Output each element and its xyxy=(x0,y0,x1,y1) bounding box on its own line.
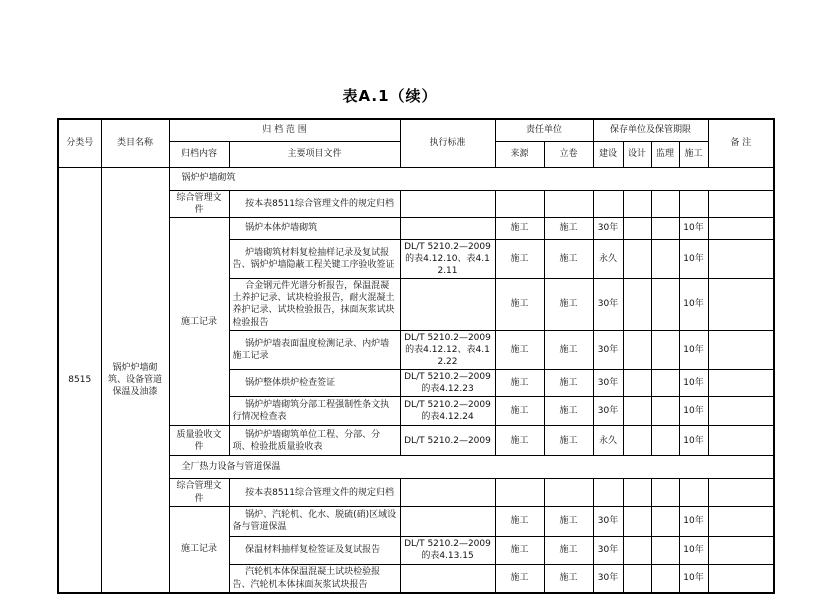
cell-supervise-keep xyxy=(651,370,679,397)
cell-build-keep: 30年 xyxy=(593,536,623,564)
cell-filing: 施工 xyxy=(544,397,593,426)
cell-build-keep xyxy=(593,190,623,217)
cell-main-file: 锅炉炉墙砌筑单位工程、分部、分项、检验批质量验收表 xyxy=(229,426,400,456)
cell-main-file: 锅炉本体炉墙砌筑 xyxy=(229,217,400,239)
cell-main-file: 锅炉整体烘炉检查签证 xyxy=(229,370,400,397)
cell-construct-keep: 10年 xyxy=(679,330,708,369)
cell-supervise-keep xyxy=(651,564,679,593)
cell-standard xyxy=(400,217,495,239)
cell-archive-content: 施工记录 xyxy=(169,506,229,593)
cell-source: 施工 xyxy=(495,397,544,426)
cell-filing: 施工 xyxy=(544,279,593,331)
cell-source: 施工 xyxy=(495,370,544,397)
cell-main-file: 合金钢元件光谱分析报告，保温混凝土养护记录、试块检验报告，耐火混凝土养护记录、试块检验报告，抹面灰浆试块检验报告 xyxy=(229,279,400,331)
cell-remark xyxy=(708,330,774,369)
col-header-category-name: 类目名称 xyxy=(101,119,169,167)
cell-design-keep xyxy=(623,564,651,593)
col-header-filing: 立卷 xyxy=(544,141,593,167)
cell-remark xyxy=(708,370,774,397)
cell-category-no: 8515 xyxy=(58,167,101,593)
cell-design-keep xyxy=(623,330,651,369)
header-row-1 xyxy=(58,119,774,141)
cell-supervise-keep xyxy=(651,217,679,239)
cell-remark xyxy=(708,397,774,426)
cell-filing: 施工 xyxy=(544,564,593,593)
cell-standard xyxy=(400,190,495,217)
col-header-supervise: 监理 xyxy=(651,141,679,167)
cell-filing xyxy=(544,479,593,506)
cell-filing: 施工 xyxy=(544,536,593,564)
cell-build-keep: 30年 xyxy=(593,397,623,426)
cell-design-keep xyxy=(623,397,651,426)
cell-construct-keep: 10年 xyxy=(679,426,708,456)
cell-build-keep xyxy=(593,479,623,506)
cell-main-file: 保温材料抽样复检签证及复试报告 xyxy=(229,536,400,564)
cell-archive-content: 综合管理文件 xyxy=(169,190,229,217)
cell-standard: DL/T 5210.2—2009的表4.12.23 xyxy=(400,370,495,397)
cell-design-keep xyxy=(623,239,651,278)
cell-design-keep xyxy=(623,279,651,331)
cell-design-keep xyxy=(623,190,651,217)
cell-filing xyxy=(544,190,593,217)
cell-build-keep: 30年 xyxy=(593,279,623,331)
cell-build-keep: 30年 xyxy=(593,506,623,536)
cell-build-keep: 30年 xyxy=(593,217,623,239)
cell-standard: DL/T 5210.2—2009的表4.13.15 xyxy=(400,536,495,564)
cell-filing: 施工 xyxy=(544,239,593,278)
col-header-build: 建设 xyxy=(593,141,623,167)
cell-design-keep xyxy=(623,506,651,536)
cell-standard xyxy=(400,279,495,331)
cell-filing: 施工 xyxy=(544,370,593,397)
col-header-retention: 保存单位及保管期限 xyxy=(593,119,708,141)
cell-construct-keep: 10年 xyxy=(679,397,708,426)
cell-construct-keep xyxy=(679,479,708,506)
col-header-construct: 施工 xyxy=(679,141,708,167)
col-header-responsible-unit: 责任单位 xyxy=(495,119,593,141)
cell-source xyxy=(495,190,544,217)
cell-build-keep: 永久 xyxy=(593,426,623,456)
cell-build-keep: 永久 xyxy=(593,239,623,278)
cell-remark xyxy=(708,479,774,506)
cell-source: 施工 xyxy=(495,506,544,536)
cell-supervise-keep xyxy=(651,397,679,426)
cell-build-keep: 30年 xyxy=(593,370,623,397)
cell-standard: DL/T 5210.2—2009的表4.12.12、表4.12.22 xyxy=(400,330,495,369)
cell-archive-content: 综合管理文件 xyxy=(169,479,229,506)
cell-source xyxy=(495,479,544,506)
cell-supervise-keep xyxy=(651,190,679,217)
cell-supervise-keep xyxy=(651,506,679,536)
cell-standard: DL/T 5210.2—2009的表4.12.10、表4.12.11 xyxy=(400,239,495,278)
cell-main-file: 按本表8511综合管理文件的规定归档 xyxy=(229,190,400,217)
cell-design-keep xyxy=(623,536,651,564)
cell-remark xyxy=(708,426,774,456)
cell-remark xyxy=(708,217,774,239)
cell-section-title: 锅炉炉墙砌筑 xyxy=(169,167,774,190)
cell-source: 施工 xyxy=(495,536,544,564)
cell-filing: 施工 xyxy=(544,506,593,536)
cell-source: 施工 xyxy=(495,279,544,331)
cell-standard xyxy=(400,564,495,593)
cell-construct-keep: 10年 xyxy=(679,506,708,536)
cell-supervise-keep xyxy=(651,426,679,456)
col-header-design: 设计 xyxy=(623,141,651,167)
cell-archive-content: 施工记录 xyxy=(169,217,229,426)
cell-design-keep xyxy=(623,479,651,506)
cell-main-file: 炉墙砌筑材料复检抽样记录及复试报告、锅炉炉墙隐蔽工程关键工序验收签证 xyxy=(229,239,400,278)
cell-standard: DL/T 5210.2—2009 xyxy=(400,426,495,456)
cell-build-keep: 30年 xyxy=(593,330,623,369)
cell-standard xyxy=(400,506,495,536)
cell-remark xyxy=(708,536,774,564)
cell-source: 施工 xyxy=(495,426,544,456)
archive-scope-table xyxy=(57,118,775,594)
cell-design-keep xyxy=(623,426,651,456)
cell-remark xyxy=(708,506,774,536)
col-header-main-files: 主要项目文件 xyxy=(229,141,400,167)
cell-main-file: 汽轮机本体保温混凝土试块检验报告、汽轮机本体抹面灰浆试块报告 xyxy=(229,564,400,593)
cell-standard xyxy=(400,479,495,506)
cell-supervise-keep xyxy=(651,330,679,369)
cell-construct-keep: 10年 xyxy=(679,370,708,397)
cell-main-file: 按本表8511综合管理文件的规定归档 xyxy=(229,479,400,506)
cell-source: 施工 xyxy=(495,217,544,239)
cell-construct-keep: 10年 xyxy=(679,564,708,593)
cell-supervise-keep xyxy=(651,536,679,564)
cell-construct-keep xyxy=(679,190,708,217)
cell-main-file: 锅炉炉墙砌筑分部工程强制性条文执行情况检查表 xyxy=(229,397,400,426)
cell-section-title: 全厂热力设备与管道保温 xyxy=(169,456,774,479)
cell-standard: DL/T 5210.2—2009的表4.12.24 xyxy=(400,397,495,426)
cell-construct-keep: 10年 xyxy=(679,217,708,239)
cell-remark xyxy=(708,564,774,593)
col-header-category-no: 分类号 xyxy=(58,119,101,167)
cell-source: 施工 xyxy=(495,330,544,369)
cell-archive-content: 质量验收文件 xyxy=(169,426,229,456)
col-header-source: 来源 xyxy=(495,141,544,167)
page-title: 表A.1（续） xyxy=(342,87,438,105)
cell-construct-keep: 10年 xyxy=(679,536,708,564)
col-header-standard: 执行标准 xyxy=(400,119,495,167)
cell-build-keep: 30年 xyxy=(593,564,623,593)
cell-category-name: 锅炉炉墙砌筑、设备管道保温及油漆 xyxy=(101,167,169,593)
cell-main-file: 锅炉、汽轮机、化水、脱硫(硝)区域设备与管道保温 xyxy=(229,506,400,536)
cell-remark xyxy=(708,239,774,278)
cell-source: 施工 xyxy=(495,564,544,593)
cell-filing: 施工 xyxy=(544,426,593,456)
cell-main-file: 锅炉炉墙表面温度检测记录、内炉墙施工记录 xyxy=(229,330,400,369)
cell-construct-keep: 10年 xyxy=(679,279,708,331)
cell-filing: 施工 xyxy=(544,330,593,369)
cell-supervise-keep xyxy=(651,239,679,278)
cell-remark xyxy=(708,279,774,331)
cell-design-keep xyxy=(623,217,651,239)
cell-design-keep xyxy=(623,370,651,397)
col-header-archive-scope: 归 档 范 围 xyxy=(169,119,400,141)
cell-supervise-keep xyxy=(651,279,679,331)
cell-remark xyxy=(708,190,774,217)
cell-supervise-keep xyxy=(651,479,679,506)
col-header-archive-content: 归档内容 xyxy=(169,141,229,167)
section-row xyxy=(58,167,774,190)
cell-construct-keep: 10年 xyxy=(679,239,708,278)
cell-filing: 施工 xyxy=(544,217,593,239)
cell-source: 施工 xyxy=(495,239,544,278)
col-header-remarks: 备 注 xyxy=(708,119,774,167)
